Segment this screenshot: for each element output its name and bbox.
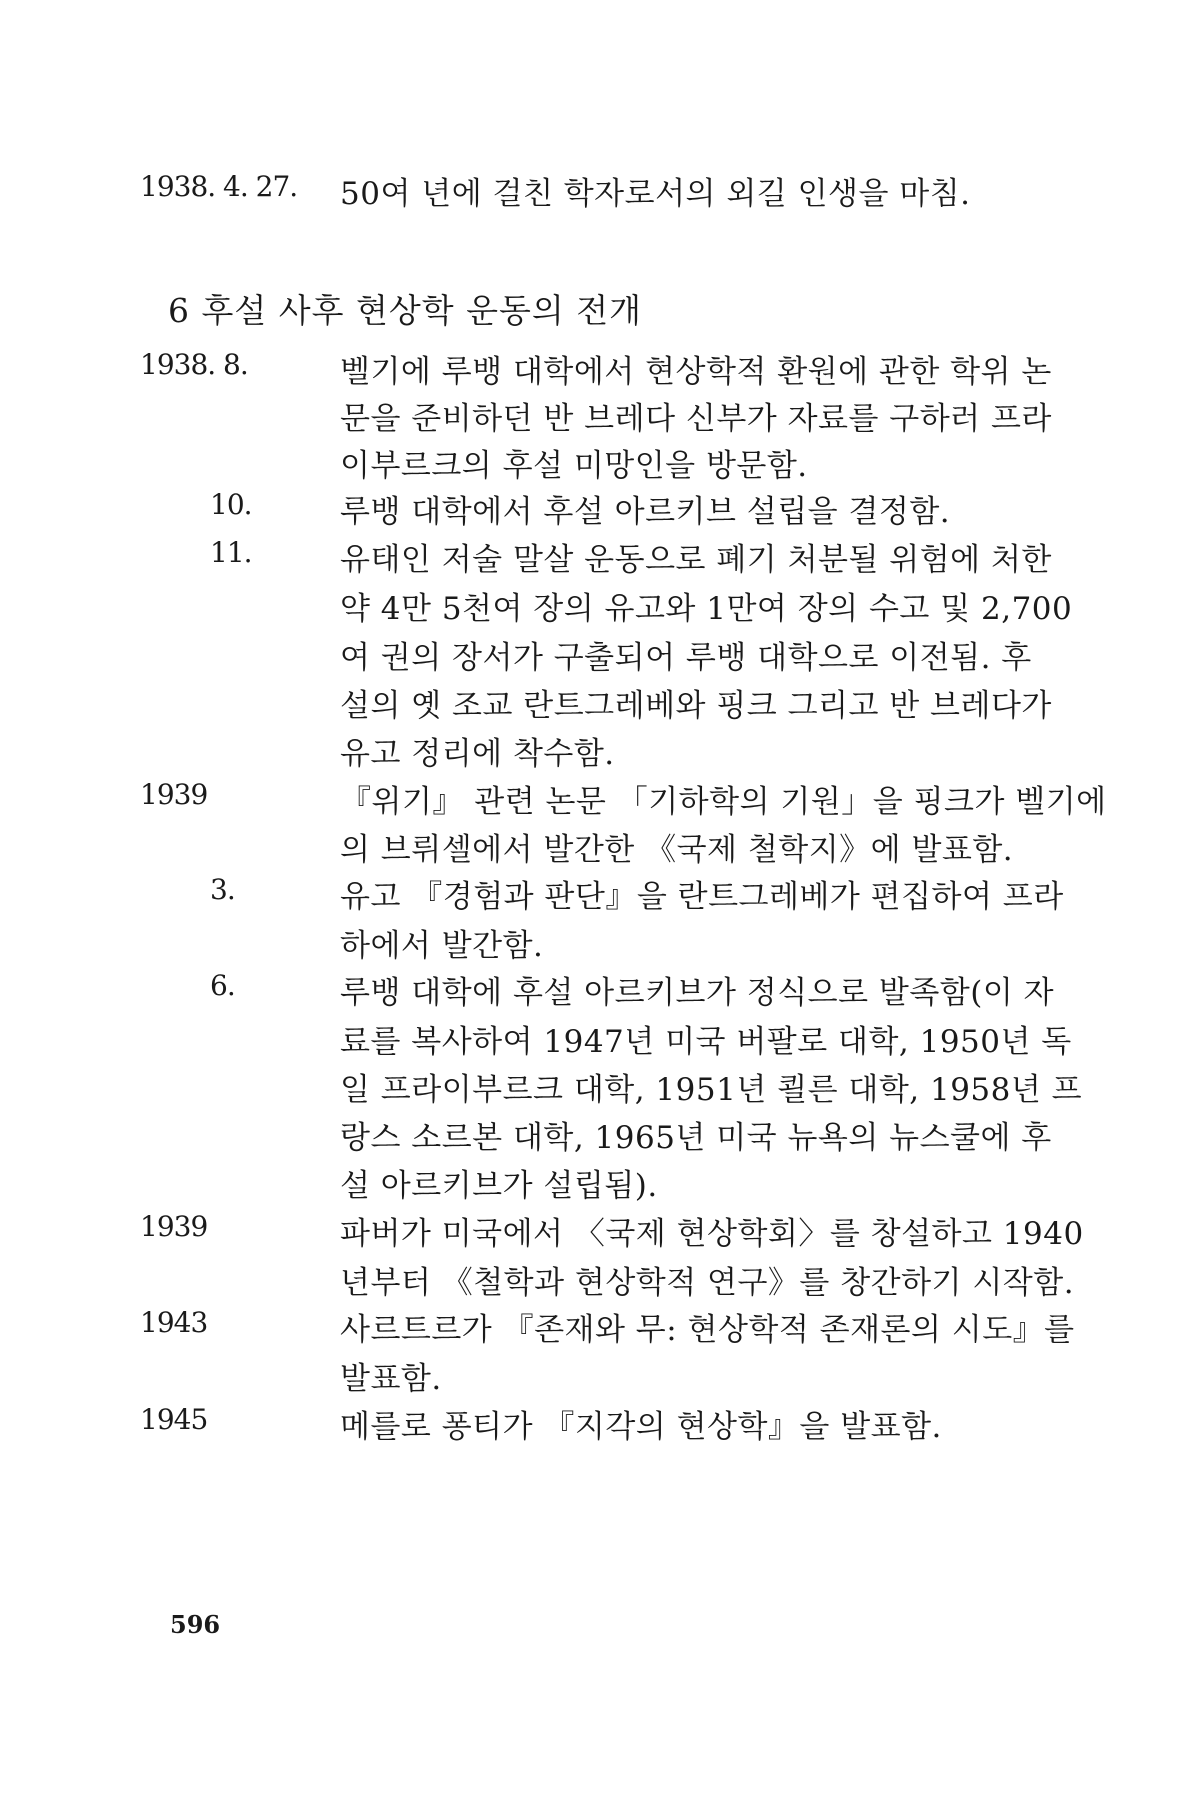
entry-text-line: 루뱅 대학에서 후설 아르키브 설립을 결정함. (340, 494, 951, 530)
entry-text-line: 설의 옛 조교 란트그레베와 핑크 그리고 반 브레다가 (340, 688, 1052, 724)
entry-text-line: 메를로 퐁티가 『지각의 현상학』을 발표함. (340, 1409, 942, 1445)
entry-date: 1939 (140, 1210, 208, 1243)
entry-date: 11. (210, 536, 252, 569)
entry-text-line: 료를 복사하여 1947년 미국 버팔로 대학, 1950년 독 (340, 1024, 1072, 1060)
entry-text-line: 년부터 《철학과 현상학적 연구》를 창간하기 시작함. (340, 1265, 1075, 1301)
entry-text-line: 이부르크의 후설 미망인을 방문함. (340, 448, 808, 484)
entry-text-line: 약 4만 5천여 장의 유고와 1만여 장의 수고 및 2,700 (340, 591, 1073, 627)
entry-text-line: 일 프라이부르크 대학, 1951년 쾰른 대학, 1958년 프 (340, 1072, 1083, 1108)
entry-text-line: 설 아르키브가 설립됨). (340, 1168, 658, 1204)
entry-date: 1938. 4. 27. (140, 170, 298, 203)
entry-text-line: 발표함. (340, 1361, 442, 1397)
entry-text-line: 50여 년에 걸친 학자로서의 외길 인생을 마침. (340, 176, 971, 212)
entry-text-line: 문을 준비하던 반 브레다 신부가 자료를 구하러 프라 (340, 401, 1052, 437)
entry-text-line: 의 브뤼셀에서 발간한 《국제 철학지》에 발표함. (340, 832, 1014, 868)
entry-date: 1938. 8. (140, 348, 248, 381)
entry-text-line: 파버가 미국에서 〈국제 현상학회〉를 창설하고 1940 (340, 1216, 1084, 1252)
entry-text-line: 루뱅 대학에 후설 아르키브가 정식으로 발족함(이 자 (340, 975, 1055, 1011)
page-number: 596 (170, 1610, 221, 1639)
entry-text-line: 하에서 발간함. (340, 928, 544, 964)
entry-date: 1939 (140, 778, 208, 811)
entry-text-line: 사르트르가 『존재와 무: 현상학적 존재론의 시도』를 (340, 1312, 1075, 1348)
entry-text-line: 『위기』 관련 논문 「기하학의 기원」을 핑크가 벨기에 (340, 784, 1107, 820)
entry-text-line: 벨기에 루뱅 대학에서 현상학적 환원에 관한 학위 논 (340, 354, 1052, 390)
entry-text-line: 유태인 저술 말살 운동으로 폐기 처분될 위험에 처한 (340, 542, 1052, 578)
entry-text-line: 유고 정리에 착수함. (340, 736, 615, 772)
entry-date: 1945 (140, 1403, 208, 1436)
entry-date: 1943 (140, 1306, 208, 1339)
entry-text-line: 유고 『경험과 판단』을 란트그레베가 편집하여 프라 (340, 879, 1064, 915)
section-heading: 6 후설 사후 현상학 운동의 전개 (168, 291, 642, 330)
entry-date: 3. (210, 873, 235, 906)
entry-date: 6. (210, 969, 235, 1002)
entry-date: 10. (210, 488, 252, 521)
entry-text-line: 여 권의 장서가 구출되어 루뱅 대학으로 이전됨. 후 (340, 640, 1032, 676)
entry-text-line: 랑스 소르본 대학, 1965년 미국 뉴욕의 뉴스쿨에 후 (340, 1120, 1052, 1156)
